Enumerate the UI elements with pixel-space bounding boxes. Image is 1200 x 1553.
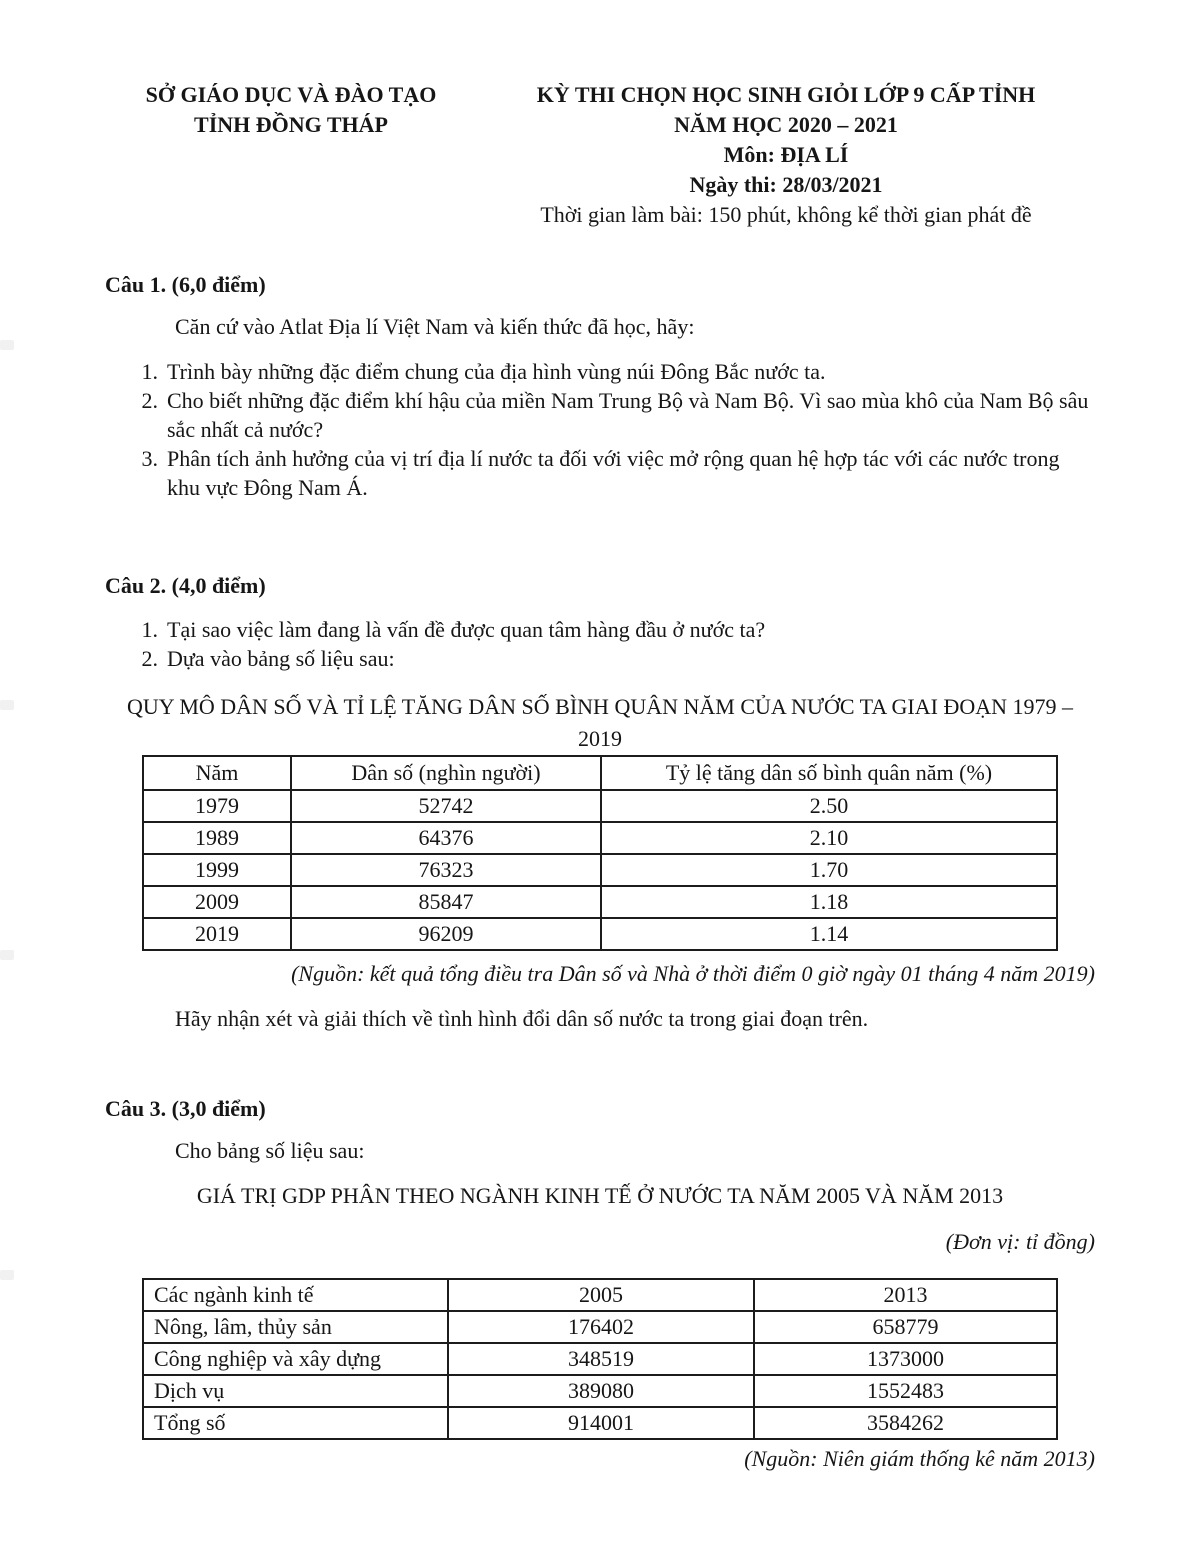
table-row (143, 1311, 1057, 1343)
value-2013-cell: 1552483 (754, 1375, 1057, 1407)
question-1 (105, 272, 1095, 502)
item-text: Phân tích ảnh hưởng của vị trí địa lí nước ta đối với việc mở rộng quan hệ hợp tác với các nước trong khu vực Đông Nam Á. (167, 446, 1060, 500)
authority-name: SỞ GIÁO DỤC VÀ ĐÀO TẠO (145, 82, 437, 107)
table-row (143, 790, 1057, 822)
population-table-title: QUY MÔ DÂN SỐ VÀ TỈ LỆ TĂNG DÂN SỐ BÌNH QUÂN NĂM CỦA NƯỚC TA GIAI ĐOẠN 1979 – 2019 (126, 694, 1074, 751)
question-3 (105, 1096, 1095, 1473)
sector-cell: Nông, lâm, thủy sản (143, 1311, 448, 1343)
scan-artifact (0, 950, 14, 960)
subject: Môn: ĐỊA LÍ (723, 142, 849, 167)
table-row (143, 822, 1057, 854)
population-cell: 96209 (291, 918, 601, 950)
column-header: Tỷ lệ tăng dân số bình quân năm (%) (601, 756, 1057, 790)
value-2005-cell: 914001 (448, 1407, 754, 1439)
list-item (105, 615, 1095, 644)
value-2005-cell: 348519 (448, 1343, 754, 1375)
question-1-heading: Câu 1. (6,0 điểm) (105, 272, 266, 297)
column-header: Dân số (nghìn người) (291, 756, 601, 790)
value-2013-cell: 658779 (754, 1311, 1057, 1343)
document-header (105, 80, 1095, 230)
sector-cell: Công nghiệp và xây dựng (143, 1343, 448, 1375)
question-3-heading: Câu 3. (3,0 điểm) (105, 1096, 266, 1121)
table-header-row (143, 1279, 1057, 1311)
growth-rate-cell: 2.50 (601, 790, 1057, 822)
growth-rate-cell: 1.18 (601, 886, 1057, 918)
item-text: Tại sao việc làm đang là vấn đề được quan tâm hàng đầu ở nước ta? (167, 617, 766, 642)
list-item (105, 444, 1095, 502)
item-number: 2. (141, 646, 158, 671)
scan-artifact (0, 700, 14, 710)
growth-rate-cell: 2.10 (601, 822, 1057, 854)
item-number: 1. (141, 359, 158, 384)
table-row (143, 918, 1057, 950)
year-cell: 2009 (143, 886, 291, 918)
authority-province: TỈNH ĐỒNG THÁP (194, 112, 388, 137)
table-header-row (143, 756, 1057, 790)
sector-cell: Tổng số (143, 1407, 448, 1439)
table-row (143, 854, 1057, 886)
column-header: 2005 (448, 1279, 754, 1311)
item-number: 2. (141, 388, 158, 413)
exam-title-block (477, 80, 1095, 230)
question-2-heading: Câu 2. (4,0 điểm) (105, 573, 266, 598)
gdp-table (142, 1278, 1058, 1440)
table-row (143, 1375, 1057, 1407)
population-table-source: (Nguồn: kết quả tổng điều tra Dân số và Nhà ở thời điểm 0 giờ ngày 01 tháng 4 năm 2019) (291, 961, 1095, 986)
population-cell: 85847 (291, 886, 601, 918)
table-row (143, 1407, 1057, 1439)
question-2 (105, 573, 1095, 1033)
school-year: NĂM HỌC 2020 – 2021 (674, 112, 898, 137)
year-cell: 2019 (143, 918, 291, 950)
year-cell: 1989 (143, 822, 291, 854)
issuing-authority-block (105, 80, 477, 140)
gdp-table-source: (Nguồn: Niên giám thống kê năm 2013) (744, 1446, 1095, 1471)
column-header: 2013 (754, 1279, 1057, 1311)
scan-artifact (0, 1270, 14, 1280)
value-2013-cell: 1373000 (754, 1343, 1057, 1375)
population-cell: 64376 (291, 822, 601, 854)
column-header: Các ngành kinh tế (143, 1279, 448, 1311)
unit-note: (Đơn vị: tỉ đồng) (945, 1229, 1095, 1254)
duration-note: Thời gian làm bài: 150 phút, không kể thời gian phát đề (540, 202, 1032, 227)
table-row (143, 1343, 1057, 1375)
question-1-list (105, 357, 1095, 502)
value-2005-cell: 176402 (448, 1311, 754, 1343)
exam-date: Ngày thi: 28/03/2021 (689, 172, 883, 197)
question-3-intro: Cho bảng số liệu sau: (175, 1138, 365, 1163)
list-item (105, 357, 1095, 386)
value-2005-cell: 389080 (448, 1375, 754, 1407)
list-item (105, 386, 1095, 444)
year-cell: 1979 (143, 790, 291, 822)
item-text: Dựa vào bảng số liệu sau: (167, 646, 395, 671)
item-number: 1. (141, 617, 158, 642)
exam-title: KỲ THI CHỌN HỌC SINH GIỎI LỚP 9 CẤP TỈNH (536, 82, 1036, 107)
population-cell: 76323 (291, 854, 601, 886)
item-number: 3. (141, 446, 158, 471)
column-header: Năm (143, 756, 291, 790)
question-2-task: Hãy nhận xét và giải thích về tình hình đổi dân số nước ta trong giai đoạn trên. (175, 1006, 869, 1031)
question-1-intro: Căn cứ vào Atlat Địa lí Việt Nam và kiến thức đã học, hãy: (175, 314, 695, 339)
population-table (142, 755, 1058, 951)
question-2-list (105, 615, 1095, 673)
item-text: Trình bày những đặc điểm chung của địa hình vùng núi Đông Bắc nước ta. (167, 359, 826, 384)
scan-artifact (0, 340, 14, 350)
value-2013-cell: 3584262 (754, 1407, 1057, 1439)
table-row (143, 886, 1057, 918)
item-text: Cho biết những đặc điểm khí hậu của miền Nam Trung Bộ và Nam Bộ. Vì sao mùa khô của Nam Bộ sâu sắc nhất cả nước? (167, 388, 1089, 442)
sector-cell: Dịch vụ (143, 1375, 448, 1407)
population-cell: 52742 (291, 790, 601, 822)
year-cell: 1999 (143, 854, 291, 886)
list-item (105, 644, 1095, 673)
gdp-table-title: GIÁ TRỊ GDP PHÂN THEO NGÀNH KINH TẾ Ở NƯỚC TA NĂM 2005 VÀ NĂM 2013 (196, 1183, 1004, 1208)
growth-rate-cell: 1.70 (601, 854, 1057, 886)
growth-rate-cell: 1.14 (601, 918, 1057, 950)
